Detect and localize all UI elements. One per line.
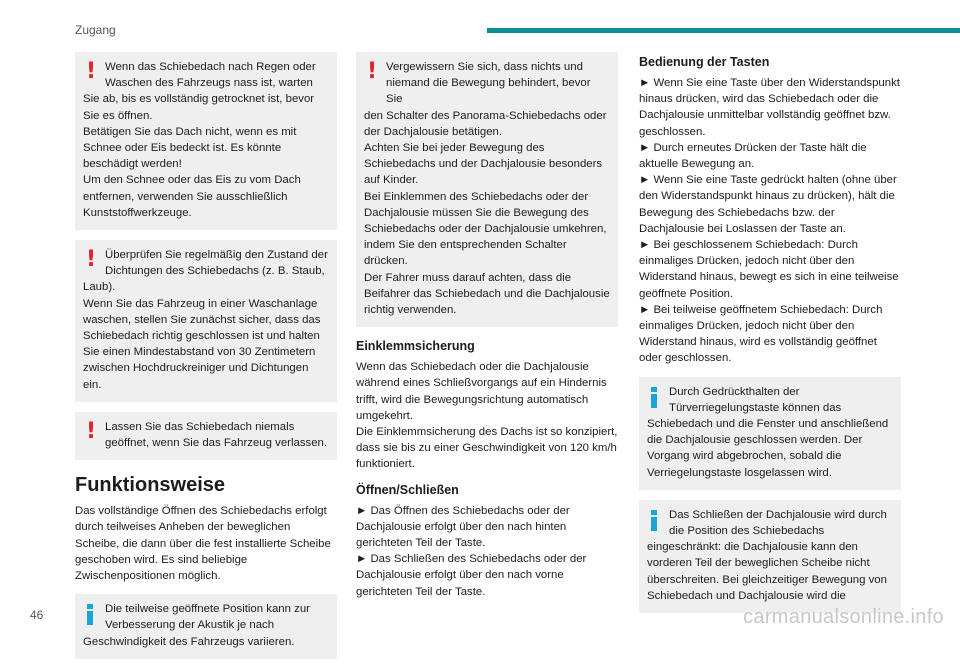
column-right <box>639 52 901 623</box>
info-text: Schiebedach und die Fenster und anschließend die Dachjalousie geschlossen werden. Der Vorgang wird abgebrochen, sobald die Verriegelungstaste losgelassen wird. <box>647 418 889 479</box>
info-icon <box>651 387 657 409</box>
info-text: eingeschränkt: die Dachjalousie kann den vorderen Teil der beweglichen Scheibe nicht überschreiten. Bei gleichzeitiger Bewegung von Schiebedach und Dachjalousie wird die <box>647 541 887 602</box>
warning-icon: ! <box>86 247 97 273</box>
header-accent-bar <box>487 28 960 33</box>
column-middle <box>356 52 618 610</box>
warning-text: den Schalter des Panorama-Schiebedachs oder der Dachjalousie betätigen. Achten Sie bei jeder Bewegung des Schiebedachs und der Dachjalousie besonders auf Kinder. Bei Einklemmen des Schiebedachs oder der Dachjalousie müssen Sie die Bewegung des Schiebedachs oder der Dachjalousie umkehren, indem Sie den entsprechenden Schalter drücken. Der Fahrer muss darauf achten, dass die Beifahrer das Schiebedach und die Dachjalousie richtig verwenden. <box>364 109 610 317</box>
warning-text-first-line: Wenn das Schiebedach nach Regen oder Waschen des Fahrzeugs nass ist, warten <box>105 61 316 90</box>
info-text: Geschwindigkeit des Fahrzeugs variieren. <box>83 635 295 648</box>
section-heading-bedienung: Bedienung der Tasten <box>639 55 770 69</box>
info-text-first-line: Das Schließen der Dachjalousie wird durch die Position des Schiebedachs <box>669 508 887 538</box>
warning-box-obstruction <box>356 52 618 327</box>
info-text-first-line: Durch Gedrückthalten der Türverriegelungstaste können das <box>669 385 842 414</box>
section-heading-funktionsweise: Funktionsweise <box>75 474 226 497</box>
info-box-acoustics <box>75 594 337 659</box>
paragraph-funktionsweise: Das vollständige Öffnen des Schiebedachs erfolgt durch teilweises Anheben der beweglichen Scheibe, die dann über die fest installierte Scheibe geschoben wird. Es sind beliebige Zwischenpositionen möglich. <box>75 505 331 583</box>
info-text-first-line: Die teilweise geöffnete Position kann zur Verbesserung der Akustik je nach <box>105 603 310 632</box>
info-box-blind-limit <box>639 500 901 613</box>
column-left <box>75 52 337 669</box>
watermark: carmanualsonline.info <box>743 606 944 628</box>
section-heading-oeffnen-schliessen: Öffnen/Schließen <box>356 482 459 497</box>
paragraph-bedienung: ► Wenn Sie eine Taste über den Widerstandspunkt hinaus drücken, wird das Schiebedach oder die Dachjalousie unmittelbar vollständig geöffnet bzw. geschlossen. ► Durch erneutes Drücken der Taste hält die aktuelle Bewegung an. ► Wenn Sie eine Taste gedrückt halten (ohne über den Widerstandspunkt hinaus zu drücken), hält die Bewegung des Schiebedachs bzw. der Dachjalousie bei Loslassen der Taste an. ► Bei geschlossenem Schiebedach: Durch einmaliges Drücken, jedoch nicht über den Widerstand hinaus, bewegt es sich in eine teilweise geöffnete Position. ► Bei teilweise geöffnetem Schiebedach: Durch einmaliges Drücken, jedoch nicht über den Widerstand hinaus, wird es vollständig geöffnet oder geschlossen. <box>639 77 900 365</box>
warning-text-first-line: Überprüfen Sie regelmäßig den Zustand der Dichtungen des Schiebedachs (z. B. Staub, <box>105 249 328 278</box>
warning-text-first-line: Lassen Sie das Schiebedach niemals geöffnet, wenn Sie das Fahrzeug verlassen. <box>105 420 328 450</box>
warning-icon: ! <box>86 418 97 444</box>
warning-box-leave-open <box>75 412 337 460</box>
info-icon <box>87 604 93 626</box>
warning-icon: ! <box>367 59 378 84</box>
section-label: Zugang <box>75 23 116 37</box>
page-number: 46 <box>30 608 44 622</box>
info-icon <box>651 510 657 532</box>
info-box-door-lock <box>639 377 901 490</box>
warning-text: Laub). Wenn Sie das Fahrzeug in einer Waschanlage waschen, stellen Sie zunächst sicher, dass das Schiebedach richtig geschlossen ist und halten Sie einen Mindestabstand von 30 Zentimetern zwischen Hochdruckreiniger und Dichtungen ein. <box>83 281 321 391</box>
warning-icon: ! <box>86 59 97 84</box>
section-heading-einklemmsicherung: Einklemmsicherung <box>356 339 475 354</box>
warning-text: Sie ab, bis es vollständig getrocknet ist, bevor Sie es öffnen. Betätigen Sie das Dach nicht, wenn es mit Schnee oder Eis bedeckt ist. Es könnte beschädigt werden! Um den Schnee oder das Eis zu vom Dach entfernen, verwenden Sie ausschließlich Kunststoffwerkzeuge. <box>83 93 315 219</box>
paragraph-einklemmsicherung: Wenn das Schiebedach oder die Dachjalousie während eines Schließvorgangs auf ein Hindernis trifft, wird die Bewegungsrichtung automatisch umgekehrt. Die Einklemmsicherung des Dachs ist so konzipiert, dass sie bis zu einer Geschwindigkeit von 120 km/h funktioniert. <box>356 361 618 471</box>
warning-box-seals <box>75 240 337 402</box>
warning-text-first-line: Vergewissern Sie sich, dass nichts und niemand die Bewegung behindert, bevor Sie <box>386 61 591 106</box>
warning-box-wet-roof <box>75 52 337 230</box>
paragraph-oeffnen-schliessen: ► Das Öffnen des Schiebedachs oder der Dachjalousie erfolgt über den nach hinten gerichteten Teil der Taste. ► Das Schließen des Schiebedachs oder der Dachjalousie erfolgt über den nach vorne gerichteten Teil der Taste. <box>356 504 587 598</box>
